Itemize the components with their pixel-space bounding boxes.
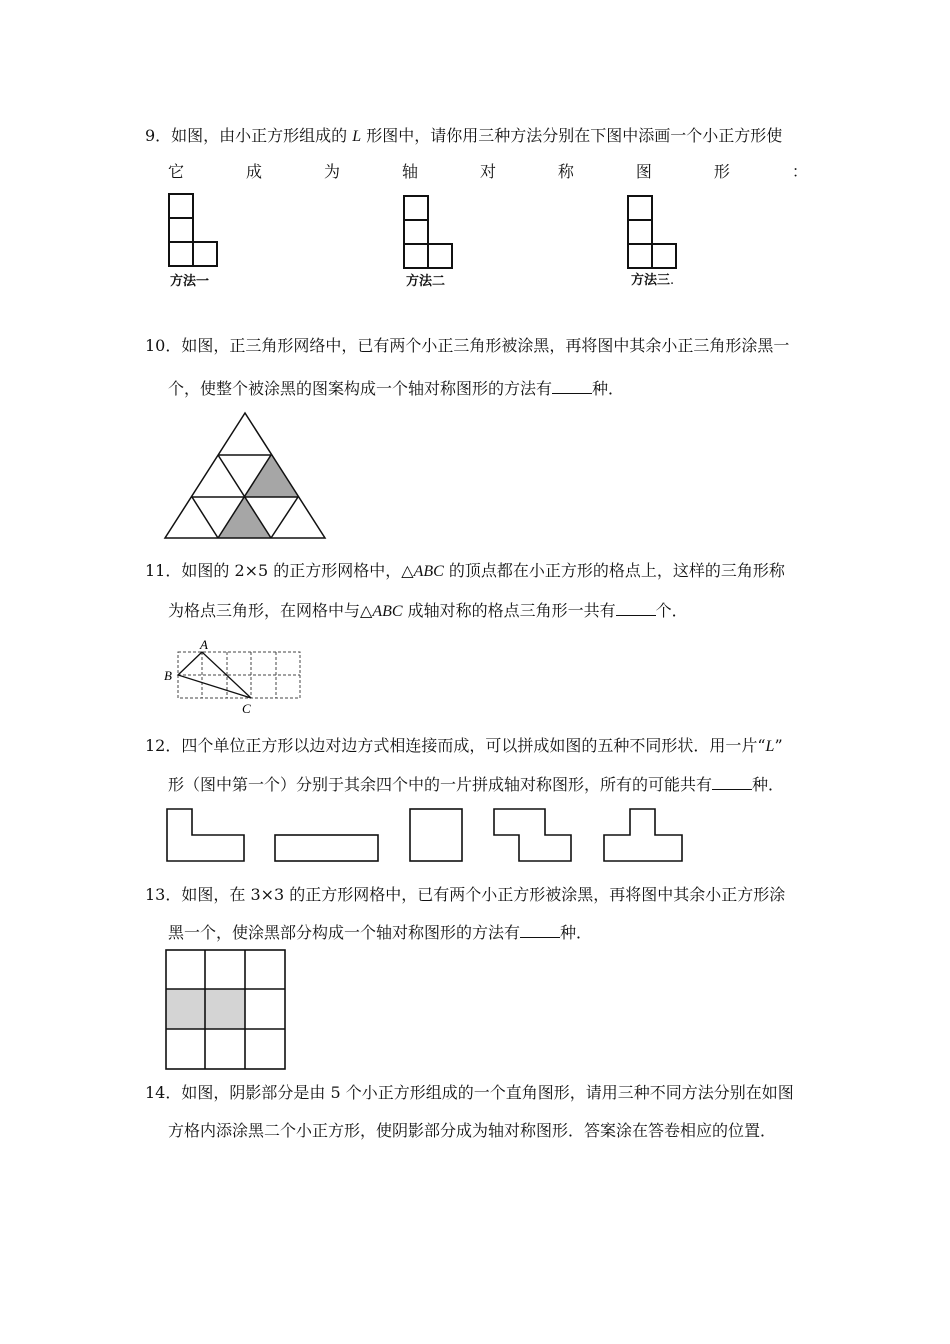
shape-I — [275, 835, 378, 861]
shape-T — [604, 809, 682, 861]
q9-line2 — [168, 162, 808, 182]
q9-period: . — [670, 273, 675, 288]
q9-char: ： — [791, 162, 808, 181]
q13-3x3-grid — [164, 948, 288, 1072]
q12-line2-pre: 形（图中第一个）分别于其余四个中的一片拼成轴对称图形，所有的可能共有 — [168, 775, 713, 794]
q9-figure-1 — [168, 193, 220, 268]
q11-var-ABC: ABC — [413, 563, 444, 580]
q9-char: 它 — [168, 162, 185, 181]
q9-line1-post: 形图中，请你用三种方法分别在下图中添画一个小正方形使 — [361, 126, 783, 145]
q10-line2 — [168, 378, 624, 399]
q12-tetromino-shapes — [160, 805, 720, 867]
q14-line1: 14．如图，阴影部分是由 5 个小正方形组成的一个直角图形，请用三种不同方法分别在如图 — [145, 1083, 794, 1102]
q10-line2-post: 种． — [592, 379, 625, 398]
q9-char: 称 — [557, 162, 574, 181]
vertex-label-C: C — [242, 701, 251, 716]
answer-blank[interactable] — [712, 774, 752, 790]
vertex-label-B: B — [164, 668, 172, 683]
q9-caption-1: 方法一 — [170, 274, 210, 289]
q9-caption-3 — [631, 269, 674, 288]
q11-line1-post: 的顶点都在小正方形的格点上，这样的三角形称 — [443, 561, 785, 580]
q11-line2-end: 个． — [655, 601, 688, 620]
answer-blank[interactable] — [616, 600, 656, 616]
q11-line1 — [145, 561, 785, 582]
shaded-triangle-upper — [245, 455, 298, 497]
q11-grid-figure — [160, 635, 310, 715]
shape-O — [410, 809, 462, 861]
q9-caption-2: 方法二 — [406, 274, 446, 289]
q9-line1 — [145, 126, 782, 147]
q9-var-L: L — [352, 128, 362, 145]
q9-char: 对 — [479, 162, 496, 181]
q13-line2-pre: 黑一个，使涂黑部分构成一个轴对称图形的方法有 — [168, 923, 521, 942]
shaded-square-2 — [205, 989, 245, 1029]
q11-line1-pre: 11．如图的 2×5 的正方形网格中，△ — [145, 561, 414, 580]
answer-blank[interactable] — [520, 922, 560, 938]
shaded-triangle-lower — [218, 497, 271, 538]
q13-line2 — [168, 922, 592, 943]
shape-L — [167, 809, 244, 861]
answer-blank[interactable] — [552, 378, 592, 394]
q13-line1: 13．如图，在 3×3 的正方形网格中，已有两个小正方形被涂黑，再将图中其余小正方形涂 — [145, 885, 786, 904]
q11-line2-pre: 为格点三角形，在网格中与△ — [168, 601, 373, 620]
q9-figure-3 — [627, 195, 679, 270]
q12-var-L: L — [765, 738, 775, 755]
shape-S — [494, 809, 571, 861]
q12-line1-post: ” — [774, 736, 783, 755]
q12-line2-post: 种． — [752, 775, 785, 794]
q9-char: 图 — [635, 162, 652, 181]
q14-line2: 方格内添涂黑二个小正方形，使阴影部分成为轴对称图形．答案涂在答卷相应的位置． — [168, 1121, 777, 1140]
q9-char: 轴 — [401, 162, 418, 181]
q13-line2-post: 种． — [560, 923, 593, 942]
q11-line2 — [168, 600, 688, 622]
q12-line2 — [168, 774, 784, 795]
q10-triangle-grid — [164, 412, 326, 540]
q9-line1-pre: 9．如图，由小正方形组成的 — [145, 126, 353, 145]
q9-figure-2 — [403, 195, 455, 270]
q9-char: 成 — [245, 162, 262, 181]
q11-line2-post: 成轴对称的格点三角形一共有 — [402, 601, 616, 620]
q9-caption-3-text: 方法三 — [631, 273, 671, 288]
q9-char: 形 — [713, 162, 730, 181]
q12-line1-pre: 12．四个单位正方形以边对边方式相连接而成，可以拼成如图的五种不同形状．用一片“ — [145, 736, 766, 755]
q9-char: 为 — [323, 162, 340, 181]
q10-line2-pre: 个，使整个被涂黑的图案构成一个轴对称图形的方法有 — [168, 379, 553, 398]
shaded-square-1 — [166, 989, 205, 1029]
q10-line1: 10．如图，正三角形网络中，已有两个小正三角形被涂黑，再将图中其余小正三角形涂黑一 — [145, 336, 790, 355]
vertex-label-A: A — [200, 637, 208, 652]
q11-var-ABC: ABC — [372, 603, 403, 620]
q12-line1 — [145, 736, 783, 757]
